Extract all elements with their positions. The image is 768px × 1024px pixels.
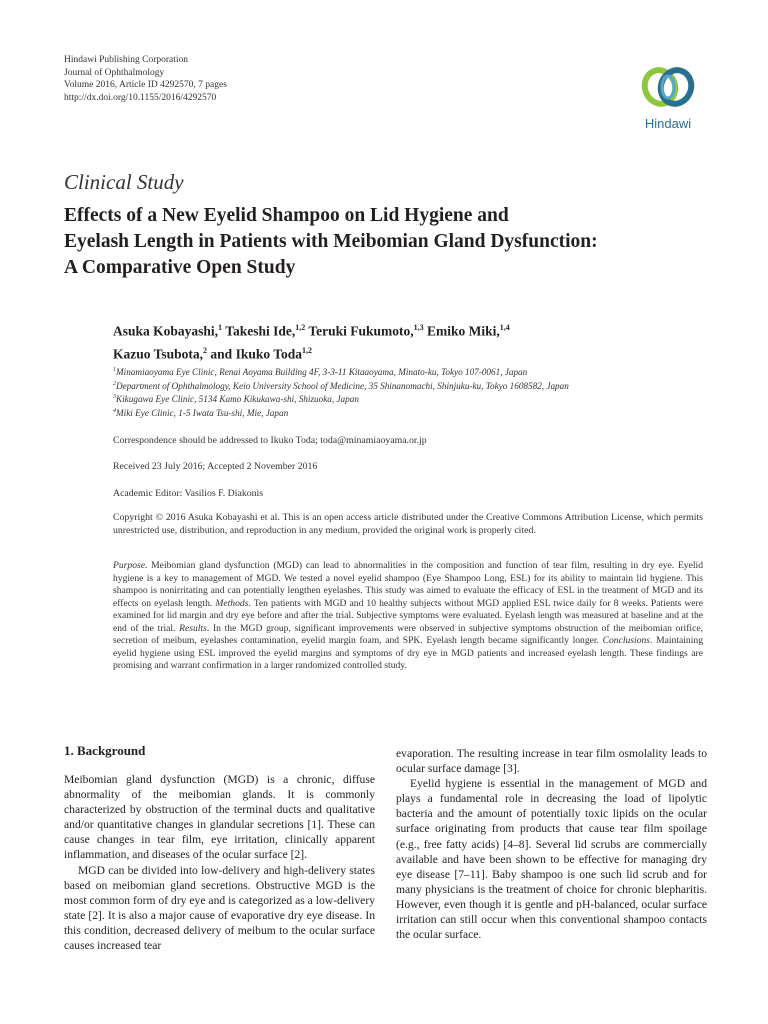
abstract-conclusions: . Maintaining eyelid hygiene using ESL improved the eyelid margins and symptoms of dry eye in MGD patients and increased eyelash length. These findings are promising and warrant confirmation in a larger randomized controlled study. bbox=[113, 635, 703, 671]
paper-title bbox=[64, 203, 724, 281]
publisher-name: Hindawi Publishing Corporation bbox=[64, 55, 189, 65]
affiliation-item: $^2$Department of Ophthalmology, Keio University School of Medicine, 35 Shinanomachi, Shinjuku-ku, Tokyo 1608582, Japan bbox=[113, 380, 569, 391]
abstract-label-results: Results bbox=[179, 622, 207, 634]
abstract-purpose: . Meibomian gland dysfunction (MGD) can lead to abnormalities in the composition and function of tear film, resulting in dry eye. Eyelid hygiene is a key to management of MGD. We tested a novel eyelid shampoo (Eye Shampoo Long, ESL) for its ability to maintain lid hygiene. This shampoo is nonirritating and can potentially lengthen eyelashes. This study was aimed to evaluate the efficacy of ESL in the treatment of MGD and its effects on eyelash length. bbox=[113, 560, 703, 609]
academic-editor: Academic Editor: Vasilios F. Diakonis bbox=[113, 488, 264, 499]
author-affiliation-mark: 1,2 bbox=[302, 345, 312, 355]
volume-info: Volume 2016, Article ID 4292570, 7 pages bbox=[64, 80, 227, 90]
abstract-results: . In the MGD group, significant improvements were observed in subjective symptoms obstruction of the meibomian orifice, secretion of meibum, eyelashes contamination, eyelid margin foam, and SPK. Eyelash length became significantly longer. bbox=[113, 622, 703, 646]
affiliation-item: $^3$Kikugawa Eye Clinic, 5134 Kamo Kikukawa-shi, Shizuoka, Japan bbox=[113, 394, 359, 405]
hindawi-logo-icon bbox=[636, 62, 700, 114]
title-line: Effects of a New Eyelid Shampoo on Lid Hygiene and bbox=[64, 205, 509, 226]
abstract-label-methods: Methods bbox=[215, 597, 249, 609]
abstract-label-purpose: Purpose bbox=[113, 560, 145, 571]
author-name: Asuka Kobayashi, bbox=[113, 323, 219, 339]
author-affiliation-mark: 2 bbox=[203, 345, 208, 355]
copyright-notice: Copyright © 2016 Asuka Kobayashi et al. This is an open access article distributed under the Creative Commons Attribution License, which permits unrestricted use, distribution, and reproduction in any medium, provided the original work is properly cited. bbox=[113, 512, 703, 536]
author-list bbox=[113, 318, 713, 363]
title-line: Eyelash Length in Patients with Meibomian Gland Dysfunction: bbox=[64, 231, 598, 252]
correspondence: Correspondence should be addressed to Ikuko Toda; toda@minamiaoyama.or.jp bbox=[113, 435, 427, 446]
article-type: Clinical Study bbox=[64, 170, 184, 194]
doi-link[interactable]: http://dx.doi.org/10.1155/2016/4292570 bbox=[64, 92, 217, 103]
body-paragraph: Eyelid hygiene is essential in the management of MGD and plays a fundamental role in decreasing the load of lipolytic bacteria and the amount of potentially toxic lipids on the ocular surface originating from products that cause tear film spoilage (e.g., free fatty acids) [4–8]. Several lid scrubs are commercially available and have been shown to be effective for managing dry eye disease [7–11]. Baby shampoo is one such lid scrub and for many physicians is the treatment of choice for chronic blepharitis. However, even though it is gentle and pH-balanced, ocular surface irritation can still occur when this conventional shampoo contacts the ocular surface. bbox=[396, 777, 707, 942]
hindawi-logo-text: Hindawi bbox=[644, 116, 692, 131]
journal-header bbox=[64, 54, 227, 104]
abstract bbox=[113, 560, 703, 673]
author-affiliation-mark: 1,3 bbox=[413, 323, 424, 332]
section-heading: 1. Background bbox=[64, 743, 146, 758]
author-name: Takeshi Ide, bbox=[225, 323, 296, 339]
affiliation-item: $^4$Miki Eye Clinic, 1-5 Iwata Tsu-shi, Mie, Japan bbox=[113, 407, 289, 418]
author-name: Emiko Miki, bbox=[427, 323, 500, 339]
body-paragraph: evaporation. The resulting increase in tear film osmolality leads to ocular surface damage [3]. bbox=[396, 747, 707, 776]
author-name: Kazuo Tsubota, bbox=[113, 346, 204, 361]
author-affiliation-mark: 1,4 bbox=[499, 323, 510, 332]
journal-name: Journal of Ophthalmology bbox=[64, 67, 165, 78]
abstract-methods: . Ten patients with MGD and 10 healthy subjects without MGD applied ESL twice daily for 8 weeks. Patients were examined for lid margin and dry eye before and after the trial. Subjective symptoms were evaluated. Eyelash length was measured at baseline and at the end of the trial. bbox=[113, 597, 703, 634]
body-paragraph: MGD can be divided into low-delivery and high-delivery states based on meibomian gland secretions. Obstructive MGD is the most common form of dry eye and is categorized as a low-delivery state [2]. It is also a major cause of evaporative dry eye disease. In this condition, decreased delivery of meibum to the ocular surface causes increased tear bbox=[64, 863, 375, 953]
author-affiliation-mark: 1 bbox=[218, 323, 223, 332]
body-column-left bbox=[64, 772, 375, 953]
affiliation-item: $^1$Minamiaoyama Eye Clinic, Renai Aoyama Building 4F, 3-3-11 Kitaaoyama, Minato-ku, Tokyo 107-0061, Japan bbox=[113, 367, 528, 378]
body-paragraph: Meibomian gland dysfunction (MGD) is a chronic, diffuse abnormality of the meibomian glands. It is commonly characterized by obstruction of the terminal ducts and qualitative and/or quantitative changes in glandular secretions [1]. These can cause changes in tear film, eye irritation, clinically apparent inflammation, and diseases of the ocular surface [2]. bbox=[64, 773, 375, 862]
hindawi-logo bbox=[636, 62, 700, 132]
title-line: A Comparative Open Study bbox=[64, 257, 296, 278]
author-affiliation-mark: 1,2 bbox=[295, 323, 306, 332]
author-name: and Ikuko Toda bbox=[210, 346, 302, 361]
body-column-right bbox=[396, 746, 707, 942]
author-name: Teruki Fukumoto, bbox=[308, 323, 414, 339]
abstract-label-conclusions: Conclusions bbox=[602, 635, 651, 646]
affiliation-list bbox=[113, 365, 713, 419]
received-dates: Received 23 July 2016; Accepted 2 November 2016 bbox=[113, 461, 318, 472]
